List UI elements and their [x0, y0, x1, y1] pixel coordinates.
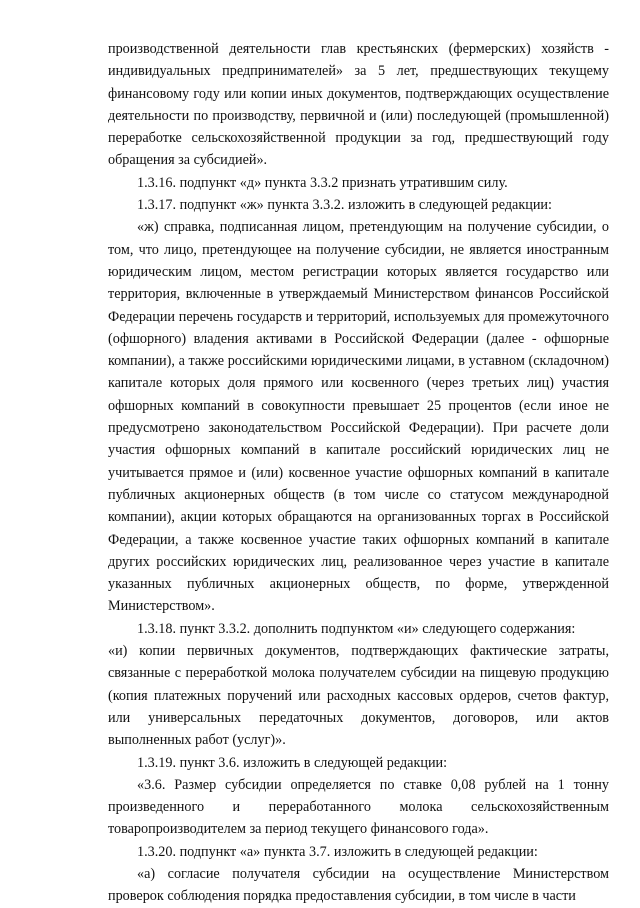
paragraph-3-6: «3.6. Размер субсидии определяется по ставке 0,08 рублей на 1 тонну произведенного и переработанного молока сельскохозяйственным товаропроизводителем за период текущего финансового года».	[108, 776, 609, 838]
paragraph-1-3-19: 1.3.19. пункт 3.6. изложить в следующей редакции:	[137, 754, 448, 771]
paragraph-1-3-18: 1.3.18. пункт 3.3.2. дополнить подпунктом «и» следующего содержания:	[137, 620, 576, 637]
paragraph-1-3-16: 1.3.16. подпункт «д» пункта 3.3.2 признать утратившим силу.	[137, 174, 508, 191]
document-page	[108, 38, 609, 908]
paragraph-1-3-20: 1.3.20. подпункт «а» пункта 3.7. изложить в следующей редакции:	[137, 843, 538, 860]
paragraph-subitem-zh: «ж) справка, подписанная лицом, претендующим на получение субсидии, о том, что лицо, претендующее на получение субсидии, не является иностранным юридическим лицом, местом регистрации которых является государство или территория, включенные в утверждаемый Министерством финансов Российской Федерации перечень государств и территорий, используемых для промежуточного (офшорного) владения активами в Российской Федерации (далее - офшорные компании), а также российскими юридическими лицами, в уставном (складочном) капитале которых доля прямого или косвенного (через третьих лиц) участия офшорных компаний в совокупности превышает 25 процентов (если иное не предусмотрено законодательством Российской Федерации). При расчете доли участия офшорных компаний в капитале российский юридических лиц не учитывается прямое и (или) косвенное участие офшорных компаний в капитале публичных акционерных обществ (в том числе со статусом международной компании), акции которых обращаются на организованных торгах в Российской Федерации, а также косвенное участие таких офшорных компаний в капитале других российских юридических лиц, реализованное через участие в капитале указанных публичных акционерных обществ, по форме, утвержденной Министерством».	[108, 219, 609, 615]
paragraph-subitem-i: «и) копии первичных документов, подтверждающих фактические затраты, связанные с переработкой молока получателем субсидии на пищевую продукцию (копия платежных поручений или расходных кассовых ордеров, счетов фактур, или универсальных передаточных документов, договоров, или актов выполненных работ (услуг)».	[108, 643, 609, 749]
paragraph-1-3-17: 1.3.17. подпункт «ж» пункта 3.3.2. изложить в следующей редакции:	[137, 197, 552, 214]
paragraph-continuation: производственной деятельности глав крестьянских (фермерских) хозяйств - индивидуальных предпринимателей» за 5 лет, предшествующих текущему финансовому году или копии иных документов, подтверждающих осуществление деятельности по производству, первичной и (или) последующей (промышленной) переработке сельскохозяйственной продукции за год, предшествующий году обращения за субсидией».	[108, 41, 609, 169]
paragraph-subitem-a: «а) согласие получателя субсидии на осуществление Министерством проверок соблюдения порядка предоставления субсидии, в том числе в части	[108, 865, 609, 905]
